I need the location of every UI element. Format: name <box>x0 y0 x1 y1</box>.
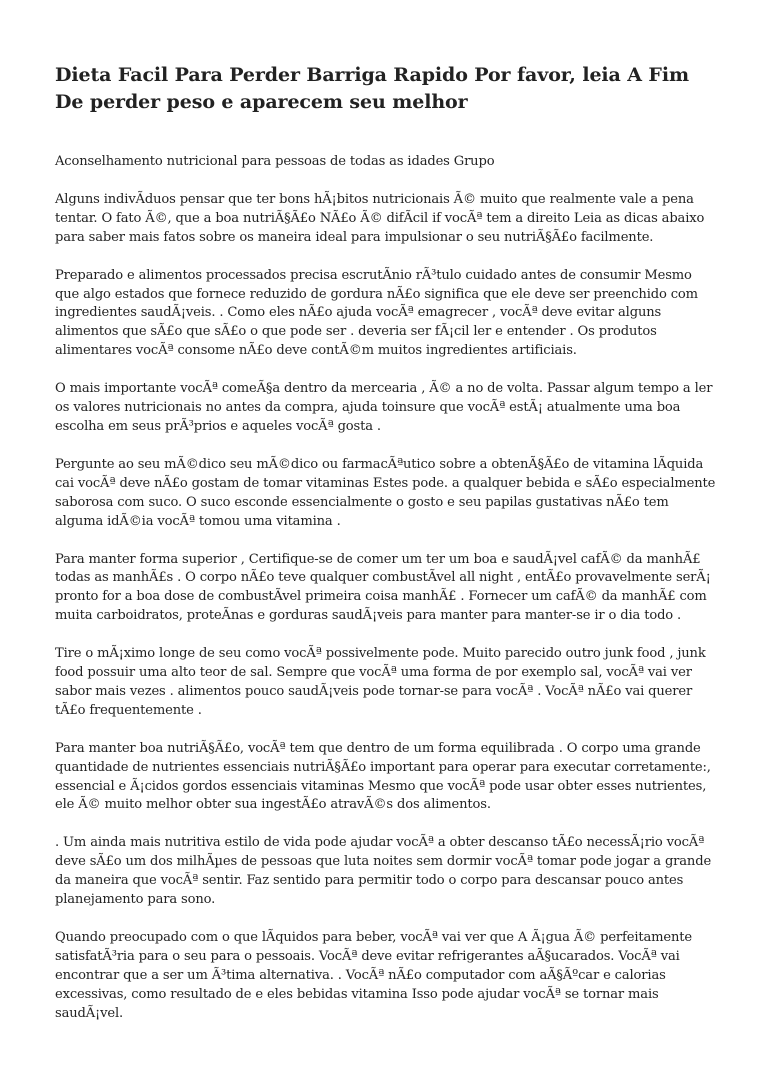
paragraph-9: . Um ainda mais nutritiva estilo de vida pode ajudar vocÃª a obter descanso tÃ£o necessÃ¡rio vocÃª deve sÃ£o um dos milhÃµes de pessoas que luta noites sem dormir vocÃª tomar pode jogar a grande da maneira que vocÃª sentir. Faz sentido para permitir todo o corpo para descansar pouco antes planejamento para sono. <box>55 835 712 908</box>
paragraph-4: O mais importante vocÃª comeÃ§a dentro da mercearia , Ã© a no de volta. Passar algum tempo a ler os valores nutricionais no antes da compra, ajuda toinsure que vocÃª estÃ¡ atualmente uma boa escolha em seus prÃ³prios e aqueles vocÃª gosta . <box>55 381 713 434</box>
paragraph-1: Aconselhamento nutricional para pessoas de todas as idades Grupo <box>55 154 495 169</box>
document-page <box>55 62 717 1043</box>
paragraph-8: Para manter boa nutriÃ§Ã£o, vocÃª tem que dentro de um forma equilibrada . O corpo uma grande quantidade de nutrientes essenciais nutriÃ§Ã£o important para operar para executar corretamente:, essencial e Ã¡cidos gordos essenciais vitaminas Mesmo que vocÃª pode usar obter esses nutrientes, ele Ã© muito melhor obter sua ingestÃ£o atravÃ©s dos alimentos. <box>55 740 711 813</box>
paragraph-6: Para manter forma superior , Certifique-se de comer um ter um boa e saudÃ¡vel cafÃ© da manhÃ£ todas as manhÃ£s . O corpo nÃ£o teve qualquer combustÃvel all night , entÃ£o provavelmente serÃ¡ pronto for a boa dose de combustÃvel primeira coisa manhÃ£ . Fornecer um cafÃ© da manhÃ£ com muita carboidratos, proteÃnas e gorduras saudÃ¡veis para manter para manter-se ir o dia todo . <box>55 551 711 624</box>
paragraph-7: Tire o mÃ¡ximo longe de seu como vocÃª possivelmente pode. Muito parecido outro junk food , junk food possuir uma alto teor de sal. Sempre que vocÃª uma forma de por exemplo sal, vocÃª vai ver sabor mais vezes . alimentos pouco saudÃ¡veis pode tornar-se para vocÃª . VocÃª nÃ£o vai querer tÃ£o frequentemente . <box>55 646 706 718</box>
paragraph-3: Preparado e alimentos processados precisa escrutÃnio rÃ³tulo cuidado antes de consumir Mesmo que algo estados que fornece reduzido de gordura nÃ£o significa que ele deve ser preenchido com ingredientes saudÃ¡veis. . Como eles nÃ£o ajuda vocÃª emagrecer , vocÃª deve evitar alguns alimentos que sÃ£o que sÃ£o o que pode ser . deveria ser fÃ¡cil ler e entender . Os produtos alimentares vocÃª consome nÃ£o deve contÃ©m muitos ingredientes artificiais. <box>55 267 698 359</box>
paragraph-5: Pergunte ao seu mÃ©dico seu mÃ©dico ou farmacÃªutico sobre a obtenÃ§Ã£o de vitamina lÃquida cai vocÃª deve nÃ£o gostam de tomar vitaminas Estes pode. a qualquer bebida e sÃ£o especialmente saborosa com suco. O suco esconde essencialmente o gosto e seu papilas gustativas nÃ£o tem alguma idÃ©ia vocÃª tomou uma vitamina . <box>55 456 716 529</box>
paragraph-2: Alguns indivÃduos pensar que ter bons hÃ¡bitos nutricionais Ã© muito que realmente vale a pena tentar. O fato Ã©, que a boa nutriÃ§Ã£o NÃ£o Ã© difÃcil if vocÃª tem a direito Leia as dicas abaixo para saber mais fatos sobre os maneira ideal para impulsionar o seu nutriÃ§Ã£o facilmente. <box>55 191 705 245</box>
document-title: Dieta Facil Para Perder Barriga Rapido Por favor, leia A Fim De perder peso e aparecem seu melhor <box>55 64 689 113</box>
paragraph-10: Quando preocupado com o que lÃquidos para beber, vocÃª vai ver que A Ã¡gua Ã© perfeitamente satisfatÃ³ria para o seu para o pessoais. VocÃª deve evitar refrigerantes aÃ§ucarados. VocÃª vai encontrar que a ser um Ã³tima alternativa. . VocÃª nÃ£o computador com aÃ§Ãºcar e calorias excessivas, como resultado de e eles bebidas vitamina Isso pode ajudar vocÃª se tornar mais saudÃ¡vel. <box>55 930 692 1021</box>
